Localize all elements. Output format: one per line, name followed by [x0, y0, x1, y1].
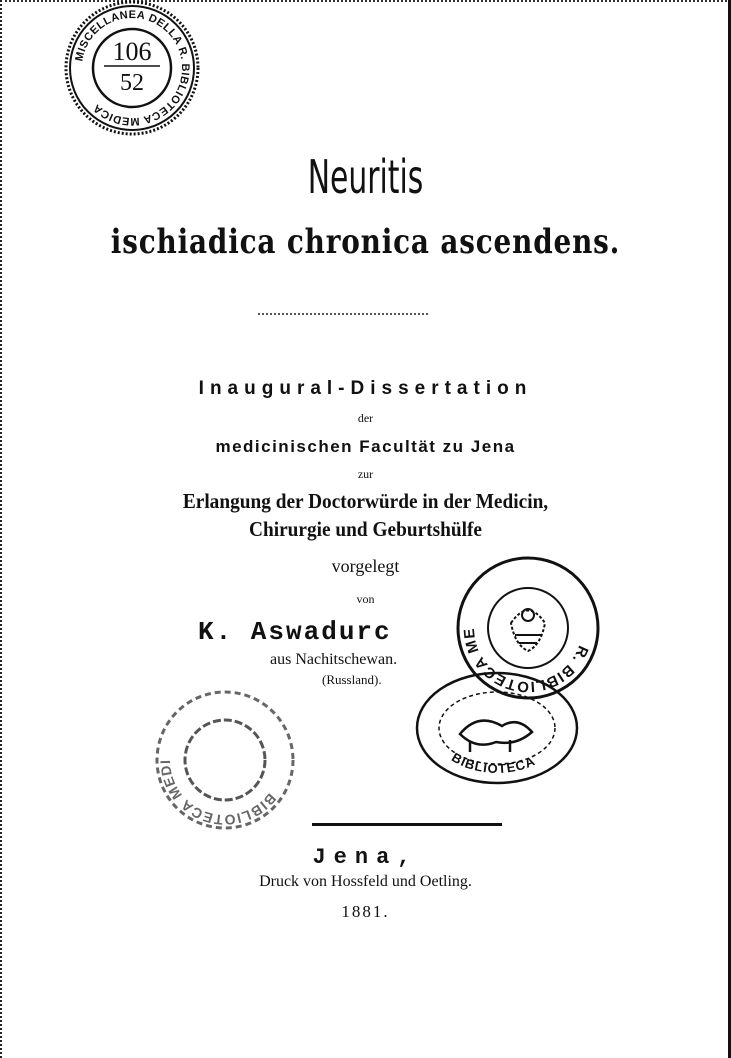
- stamp-ring-text: BIBLIOTECA MEDICA: [144, 677, 280, 829]
- imprint-city: Jena,: [312, 845, 419, 870]
- svg-text:BIBLIOTECA: [449, 749, 538, 776]
- faculty-line: medicinischen Facultät zu Jena: [215, 437, 516, 456]
- purpose-line-2: Chirurgie und Geburtshülfe: [249, 517, 482, 541]
- subtitle: ischiadica chronica ascendens.: [110, 222, 621, 262]
- imprint-printer: Druck von Hossfeld und Oetling.: [259, 873, 472, 890]
- stamp-number-top: 106: [112, 37, 152, 66]
- title: Neuritis: [307, 150, 424, 204]
- scan-edge-left: [0, 0, 8, 1058]
- imprint-year: 1881.: [341, 902, 390, 921]
- author-country: (Russland).: [322, 672, 382, 687]
- purpose-line-1: Erlangung der Doctorwürde in der Medicin,: [182, 489, 549, 513]
- stamp-ring-text: BIBLIOTECA: [449, 749, 538, 777]
- der-label: der: [357, 411, 374, 425]
- solid-divider: [312, 823, 502, 826]
- library-stamp-top-left: [62, 0, 202, 138]
- stamp-ring-text: R. BIBLIOTECA MEDICA ★ ROMA ★: [445, 540, 592, 696]
- dotted-divider: [258, 313, 428, 315]
- author-name: K. Aswadurc: [198, 617, 392, 647]
- author-origin: aus Nachitschewan.: [270, 651, 398, 668]
- figure-emblem-icon: [460, 721, 532, 752]
- scan-edge-right: [724, 0, 731, 1058]
- zur-label: zur: [357, 467, 374, 481]
- library-stamp-right-oval: [412, 668, 582, 788]
- stamp-number-bottom: 52: [120, 70, 144, 96]
- svg-text:MISCELLANEA DELLA R. BIBLIOTEC: [73, 9, 191, 127]
- vorgelegt-label: vorgelegt: [331, 556, 400, 576]
- von-label: von: [356, 592, 375, 606]
- library-stamp-left-faint: [144, 677, 300, 830]
- coat-of-arms-icon: [511, 609, 545, 651]
- dissertation-label: Inaugural-Dissertation: [198, 378, 533, 399]
- stamp-ring-text: MISCELLANEA DELLA R. BIBLIOTECA MEDICA: [73, 8, 192, 128]
